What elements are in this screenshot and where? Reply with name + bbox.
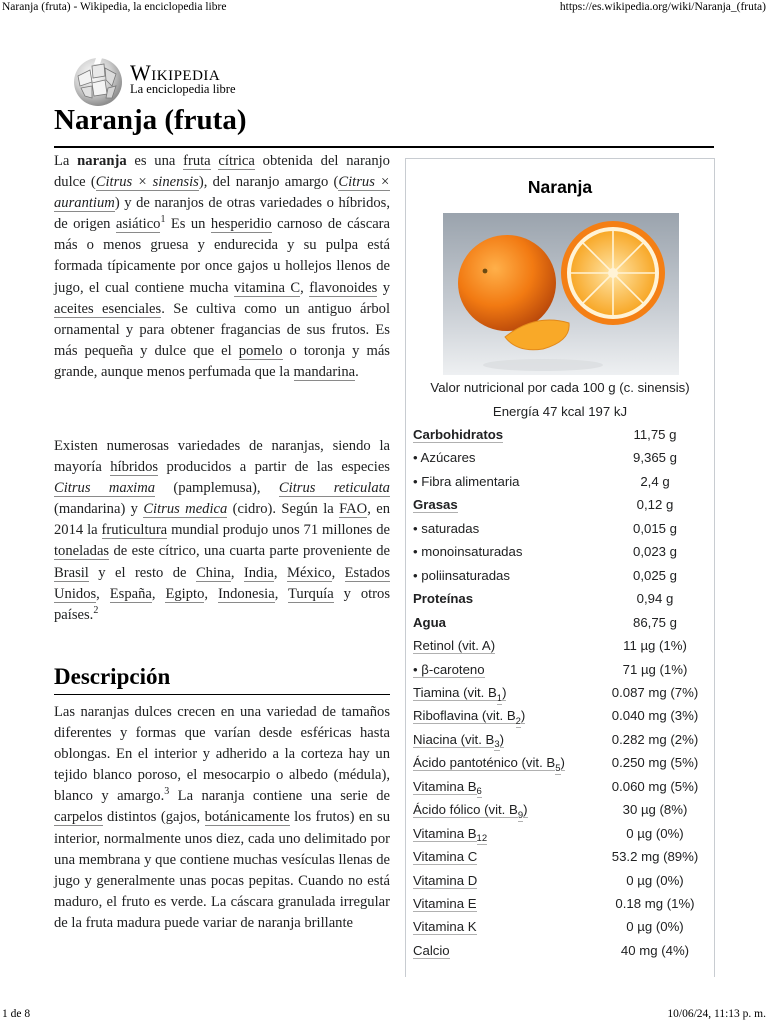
nutrient-name[interactable]: Grasas — [413, 497, 458, 513]
nutrient-value: 11 µg (1%) — [623, 638, 687, 654]
nutrient-value: 0.282 mg (2%) — [611, 731, 699, 747]
nutrient-name[interactable]: Vitamina K — [413, 919, 477, 935]
nutrition-row — [413, 591, 713, 613]
nutrition-row — [413, 826, 713, 848]
descripcion-paragraph: Las naranjas dulces crecen en una variedad de tamaños diferentes y formas que varían desde esféricas hasta oblongas. En el interior y adherido a la corteza hay un tejido blanco poroso, el mesocarpio o albedo (médula), blanco y amargo.$^3$ La naranja contiene una serie de carpelos distintos (gajos, botánicamente los frutos) en su interior, normalmente unos diez, cada uno delimitado por una membrana y que contiene muchas vesículas llenas de jugo y generalmente unas pocas pepitas. Cuando no está maduro, el fruto es verde. La cáscara granulada irregular de la fruta madura puede variar de naranja brillante — [54, 704, 390, 931]
nutrient-value: 0,12 g — [636, 497, 674, 513]
link-china[interactable]: China — [195, 564, 231, 581]
nutrition-row — [413, 497, 713, 519]
infobox-caption: Valor nutricional por cada 100 g (c. sinensis) — [430, 380, 690, 395]
nutrient-value: 0,025 g — [633, 567, 677, 583]
link-turquia[interactable]: Turquía — [288, 585, 334, 602]
nutrient-name[interactable]: Vitamina $B_6$ — [413, 778, 482, 798]
intro-paragraph-1: La naranja es una fruta cítrica obtenida del naranjo dulce (Citrus × sinensis), del naranjo amargo (Citrus × aurantium) y de naranjos de otras variedades o híbridos, de origen asiático$^1$ Es un hesperidio carnoso de cáscara más o menos gruesa y endurecida y su pulpa está formada típicamente por once gajos u hollejos llenos de jugo, el cual contiene mucha vitamina C, flavonoides y aceites esenciales. Se cultiva como un antiguo árbol ornamental y para obtener fragancias de sus frutos. Es más pequeña y dulce que el pomelo o toronja y más grande, aunque menos perfumada que la mandarina. — [54, 153, 391, 380]
nutrient-name: • monoinsaturadas — [413, 544, 523, 560]
nutrition-row — [413, 802, 713, 824]
link-aceites-esenciales[interactable]: aceites esenciales — [54, 300, 162, 317]
link-hesperidio[interactable]: hesperidio — [210, 216, 272, 233]
nutrient-value: 30 µg (8%) — [622, 802, 688, 818]
infobox-title: Naranja — [527, 177, 593, 197]
link-egipto[interactable]: Egipto — [165, 585, 205, 602]
ref-2[interactable]: 2 — [93, 604, 99, 616]
link-espana[interactable]: España — [109, 585, 152, 602]
intro-paragraph-2: Existen numerosas variedades de naranjas, siendo la mayoría híbridos producidos a partir de las especies Citrus maxima (pamplemusa), Citrus reticulata (mandarina) y Citrus medica (cidro). Según la FAO, en 2014 la fruticultura mundial produjo unos 71 millones de toneladas de este cítrico, una cuarta parte proveniente de Brasil y el resto de China, India, México, Estados Unidos, España, Egipto, Indonesia, Turquía y otros países.$^2$ — [54, 438, 391, 623]
nutrition-row — [413, 427, 713, 449]
nutrition-row — [413, 615, 713, 637]
nutrient-name[interactable]: Vitamina D — [413, 872, 478, 888]
nutrition-row — [413, 450, 713, 472]
nutrition-row — [413, 685, 713, 707]
print-page-number: 1 de 8 — [2, 1008, 31, 1020]
link-citrus-sinensis[interactable]: Citrus × sinensis — [95, 174, 199, 191]
link-estados-unidos[interactable]: Estados Unidos — [54, 564, 391, 602]
nutrient-name[interactable]: Niacina (vit. $B_3$) — [413, 731, 505, 751]
nutrient-value: 11,75 g — [633, 427, 677, 442]
nutrient-name: • saturadas — [413, 520, 480, 536]
print-datetime: 10/06/24, 11:13 p. m. — [667, 1008, 766, 1020]
nutrient-name: Agua — [413, 614, 446, 630]
link-citrica[interactable]: cítrica — [218, 153, 255, 169]
link-pomelo[interactable]: pomelo — [238, 342, 283, 359]
nutrient-value: 0.087 mg (7%) — [611, 684, 699, 700]
link-carpelos[interactable]: carpelos — [54, 809, 103, 826]
link-mexico[interactable]: México — [286, 564, 332, 581]
link-hibridos[interactable]: híbridos — [110, 459, 159, 476]
nutrition-row — [413, 943, 713, 965]
nutrient-name[interactable]: Vitamina E — [413, 896, 477, 911]
nutrient-value: 0,94 g — [636, 591, 674, 607]
nutrient-name: • Azúcares — [413, 450, 476, 466]
nutrient-name[interactable]: Ácido pantoténico (vit. $B_5$) — [413, 755, 565, 774]
nutrition-infobox — [405, 158, 715, 977]
link-citrus-reticulata[interactable]: Citrus reticulata — [278, 480, 390, 497]
nutrient-value: 0,015 g — [633, 520, 677, 536]
nutrient-name[interactable]: Vitamina C — [413, 849, 478, 865]
nutrient-value: 0.250 mg (5%) — [611, 755, 699, 771]
nutrient-value: 2,4 g — [640, 473, 670, 489]
link-citrus-maxima[interactable]: Citrus maxima — [54, 480, 156, 497]
nutrition-row — [413, 755, 713, 777]
nutrient-name[interactable]: Riboflavina (vit. $B_2$) — [413, 708, 526, 728]
wikipedia-tagline: La enciclopedia libre — [130, 82, 236, 96]
nutrition-row — [413, 919, 713, 941]
nutrient-value: 9,365 g — [633, 450, 677, 466]
nutrient-name: • Fibra alimentaria — [413, 473, 520, 489]
link-asiatico[interactable]: asiático — [115, 216, 161, 233]
nutrition-row — [413, 521, 713, 543]
nutrition-row — [413, 873, 713, 895]
nutrient-value: 0.18 mg (1%) — [615, 896, 695, 911]
nutrient-name[interactable]: Ácido fólico (vit. $B_9$) — [413, 802, 528, 821]
nutrient-name: Proteínas — [413, 591, 474, 607]
link-brasil[interactable]: Brasil — [54, 564, 89, 581]
link-india[interactable]: India — [243, 564, 274, 581]
link-botanicamente[interactable]: botánicamente — [204, 809, 290, 826]
link-mandarina[interactable]: mandarina — [293, 363, 356, 380]
nutrient-name[interactable]: Tiamina (vit. $B_1$) — [413, 684, 507, 704]
ref-1[interactable]: 1 — [160, 214, 166, 226]
nutrient-name[interactable]: Calcio — [413, 942, 450, 958]
wikipedia-wordmark[interactable]: Wikipedia — [130, 60, 221, 85]
page-title: Naranja (fruta) — [54, 104, 247, 136]
nutrient-value: 0,023 g — [633, 544, 677, 560]
nutrient-value: 53.2 mg (89%) — [611, 849, 699, 865]
link-toneladas[interactable]: toneladas — [54, 543, 110, 560]
link-fao[interactable]: FAO — [339, 501, 368, 518]
nutrition-row — [413, 708, 713, 730]
nutrition-row — [413, 896, 713, 918]
section-heading-descripcion: Descripción — [54, 664, 171, 689]
print-page-title: Naranja (fruta) - Wikipedia, la enciclopedia libre — [2, 1, 227, 13]
orange-photo[interactable] — [443, 213, 679, 375]
nutrient-value: 0.040 mg (3%) — [611, 708, 699, 724]
section-divider — [54, 694, 390, 695]
nutrient-value: 0 µg (0%) — [626, 872, 684, 888]
nutrition-row — [413, 568, 713, 590]
nutrient-name[interactable]: Carbohidratos — [413, 427, 504, 442]
link-citrus-aurantium[interactable]: Citrus × aurantium — [54, 174, 390, 212]
link-indonesia[interactable]: Indonesia — [217, 585, 275, 602]
nutrition-row — [413, 662, 713, 684]
nutrition-row — [413, 849, 713, 871]
nutrient-value: 0 µg (0%) — [626, 919, 684, 935]
link-vitamina-c[interactable]: vitamina C — [233, 279, 301, 296]
nutrition-row — [413, 638, 713, 660]
nutrient-value: 0 µg (0%) — [626, 825, 684, 841]
print-header — [0, 0, 768, 16]
nutrition-row — [413, 474, 713, 496]
nutrient-value: 71 µg (1%) — [622, 661, 688, 677]
nutrition-row — [413, 779, 713, 801]
nutrition-row — [413, 544, 713, 566]
link-fruticultura[interactable]: fruticultura — [101, 522, 168, 539]
nutrient-name: • poliinsaturadas — [413, 567, 510, 583]
link-citrus-medica[interactable]: Citrus medica — [143, 501, 228, 518]
nutrient-value: 86,75 g — [633, 614, 677, 630]
nutrient-name[interactable]: Vitamina $B_{12}$ — [413, 825, 488, 845]
print-url: https://es.wikipedia.org/wiki/Naranja_(fruta) — [559, 1, 766, 13]
title-divider — [54, 146, 714, 148]
ref-3[interactable]: 3 — [164, 786, 170, 798]
link-flavonoides[interactable]: flavonoides — [309, 279, 378, 296]
infobox-energy: Energía 47 kcal 197 kJ — [492, 404, 628, 419]
nutrition-row — [413, 732, 713, 754]
link-fruta[interactable]: fruta — [183, 153, 211, 169]
nutrient-value: 0.060 mg (5%) — [611, 778, 699, 794]
nutrient-value: 40 mg (4%) — [620, 942, 690, 958]
nutrient-name[interactable]: Retinol (vit. A) — [413, 638, 496, 654]
wikipedia-globe-logo[interactable] — [72, 56, 124, 108]
nutrient-name[interactable]: • β-caroteno — [413, 661, 485, 677]
